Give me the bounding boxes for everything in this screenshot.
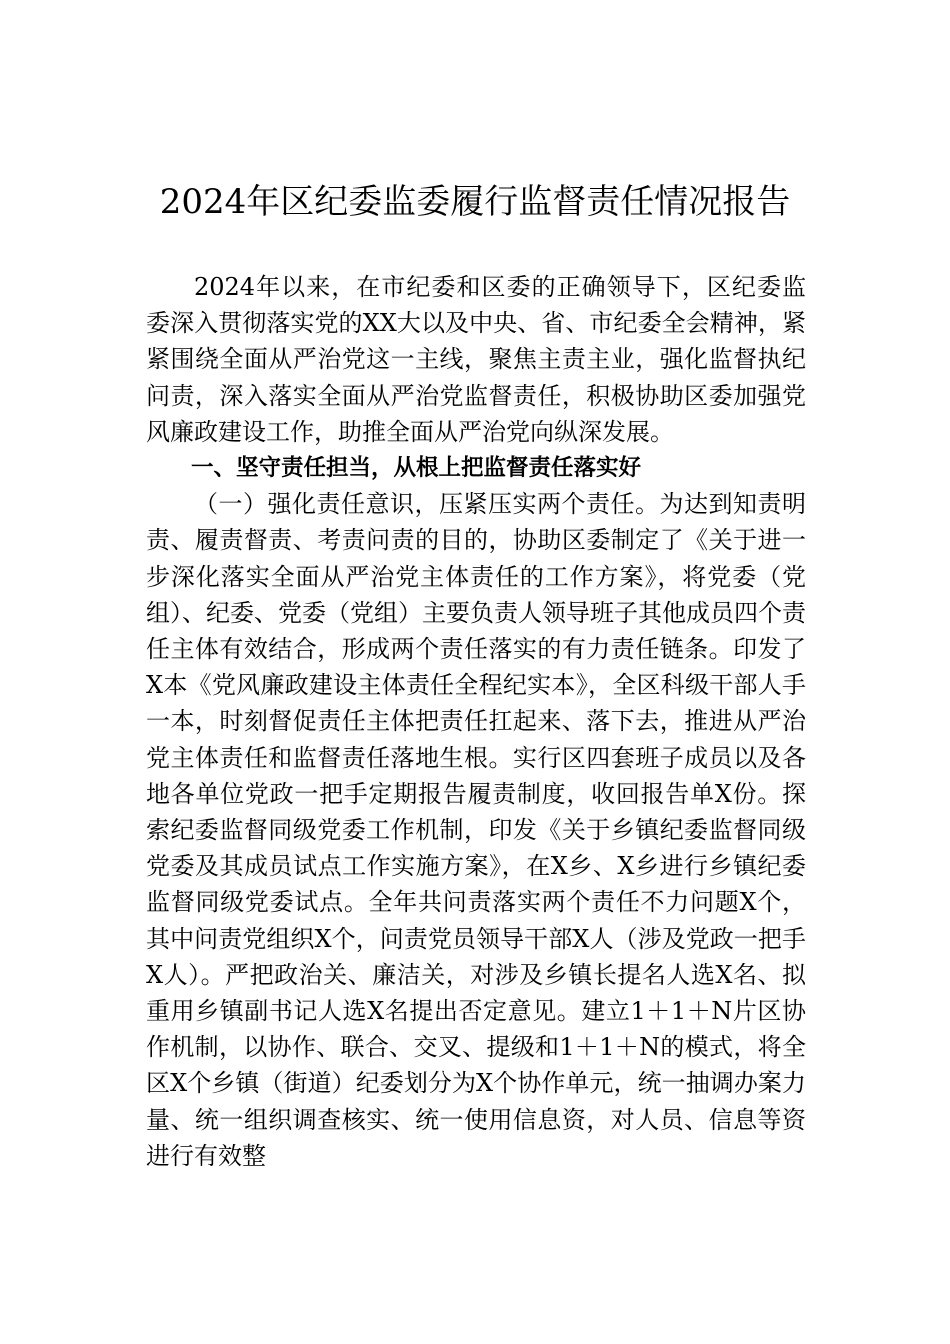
subsection-paragraph: （一）强化责任意识，压紧压实两个责任。为达到知责明责、履责督责、考责问责的目的，协助区委制定了《关于进一步深化落实全面从严治党主体责任的工作方案》，将党委（党组）、纪委、党委（党组）主要负责人领导班子其他成员四个责任主体有效结合，形成两个责任落实的有力责任链条。印发了X本《党风廉政建设主体责任全程纪实本》，全区科级干部人手一本，时刻督促责任主体把责任扛起来、落下去，推进从严治党主体责任和监督责任落地生根。实行区四套班子成员以及各地各单位党政一把手定期报告履责制度，收回报告单X份。探索纪委监督同级党委工作机制，印发《关于乡镇纪委监督同级党委及其成员试点工作实施方案》，在X乡、X乡进行乡镇纪委监督同级党委试点。全年共问责落实两个责任不力问题X个，其中问责党组织X个，问责党员领导干部X人（涉及党政一把手X人）。严把政治关、廉洁关，对涉及乡镇长提名人选X名、拟重用乡镇副书记人选X名提出否定意见。建立1＋1＋N片区协作机制，以协作、联合、交叉、提级和1＋1＋N的模式，将全区X个乡镇（街道）纪委划分为X个协作单元，统一抽调办案力量、统一组织调查核实、统一使用信息资，对人员、信息等资进行有效整: [146, 490, 806, 1170]
section-heading: 一、坚守责任担当，从根上把监督责任落实好: [191, 455, 642, 482]
document-body: [146, 269, 806, 1174]
intro-paragraph: 2024年以来，在市纪委和区委的正确领导下，区纪委监委深入贯彻落实党的XX大以及中央、省、市纪委全会精神，紧紧围绕全面从严治党这一主线，聚焦主责主业，强化监督执纪问责，深入落实全面从严治党监督责任，积极协助区委加强党风廉政建设工作，助推全面从严治党向纵深发展。: [146, 273, 806, 446]
document-title: 2024年区纪委监委履行监督责任情况报告: [159, 182, 791, 222]
